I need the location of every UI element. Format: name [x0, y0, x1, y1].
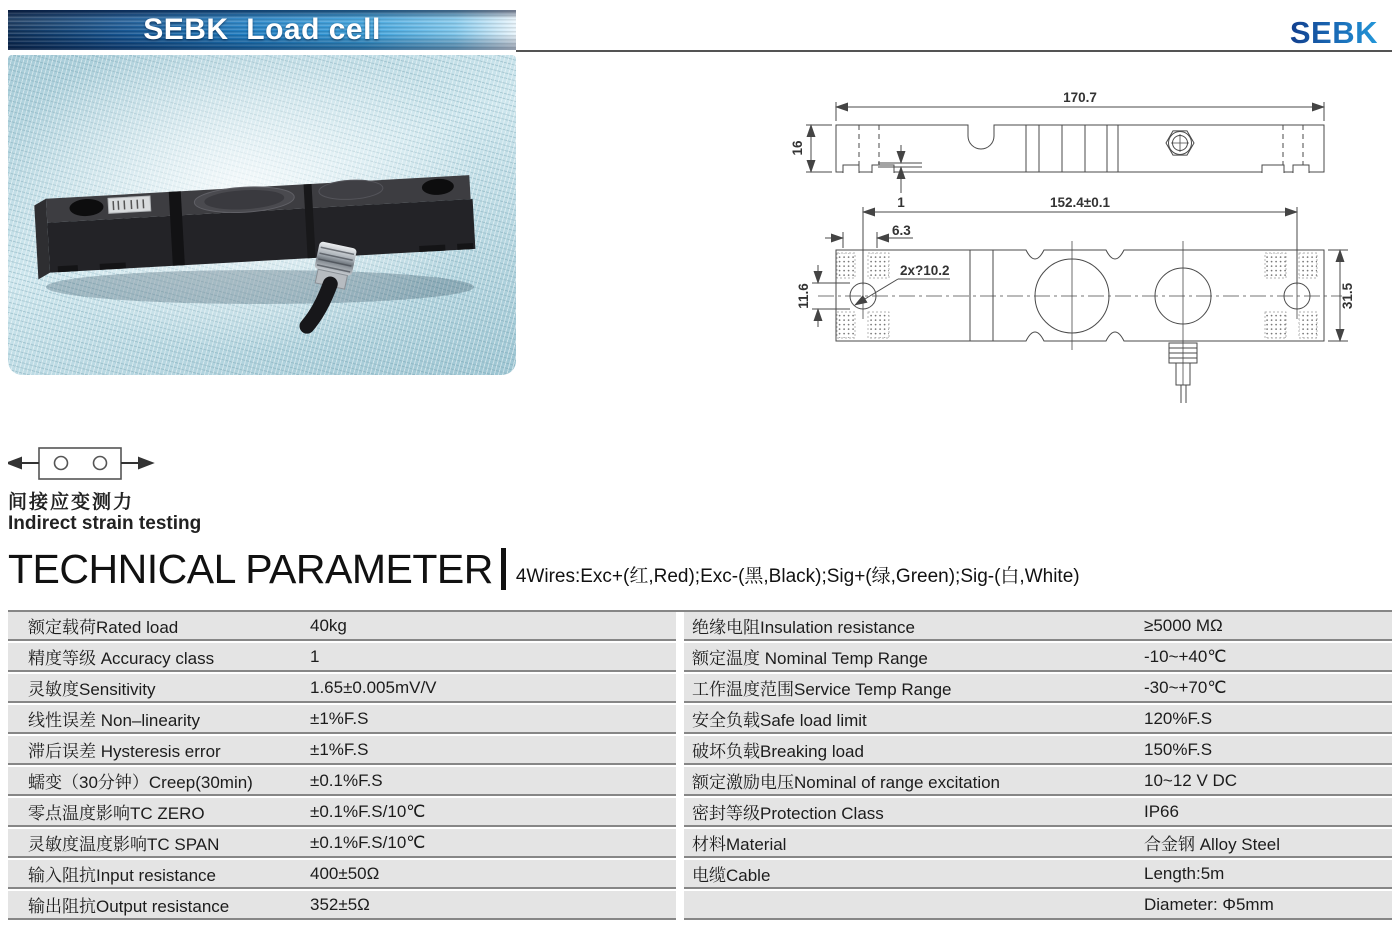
- table-row-right-half: [684, 736, 1392, 765]
- dim-edge-offset: 6.3: [892, 223, 911, 238]
- load-cell-photo-illustration: [8, 55, 516, 375]
- param-label: 密封等级Protection Class: [692, 804, 884, 823]
- table-row-left-half: [8, 674, 676, 703]
- param-label: 材料Material: [692, 835, 787, 854]
- table-row: [8, 829, 1392, 858]
- param-value: ≥5000 MΩ: [1144, 615, 1223, 635]
- table-row-left-half: [8, 705, 676, 734]
- param-value: ±0.1%F.S: [310, 770, 383, 790]
- table-row: [8, 798, 1392, 827]
- dim-overall-length: 170.7: [1063, 90, 1097, 105]
- param-value: Length:5m: [1144, 863, 1225, 883]
- param-label: 工作温度范围Service Temp Range: [692, 680, 952, 699]
- param-value: -10~+40℃: [1144, 646, 1227, 666]
- table-column-gap: [676, 829, 684, 858]
- photo-shadow: [46, 270, 474, 304]
- section-title: TECHNICAL PARAMETER: [8, 546, 493, 592]
- table-row-right-half: [684, 891, 1392, 920]
- table-row-right-half: [684, 860, 1392, 889]
- strain-beam-icon: [8, 440, 168, 486]
- table-column-gap: [676, 643, 684, 672]
- table-row-left-half: [8, 736, 676, 765]
- param-value: 150%F.S: [1144, 739, 1213, 759]
- param-label: 线性误差 Non–linearity: [28, 711, 200, 730]
- header-divider: [516, 50, 1392, 52]
- param-value: ±1%F.S: [310, 708, 369, 728]
- table-row-left-half: [8, 860, 676, 889]
- table-row: [8, 705, 1392, 734]
- heading-divider-bar: [501, 548, 506, 590]
- table-row-right-half: [684, 705, 1392, 734]
- param-value: IP66: [1144, 801, 1179, 821]
- dim-notch-depth: 1: [897, 195, 905, 210]
- param-label: 绝缘电阻Insulation resistance: [692, 618, 915, 637]
- table-row: [8, 860, 1392, 889]
- table-row: [8, 767, 1392, 796]
- table-column-gap: [676, 891, 684, 920]
- product-photo: [8, 55, 516, 375]
- param-value: 10~12 V DC: [1144, 770, 1238, 790]
- param-label: 额定载荷Rated load: [28, 618, 179, 637]
- table-column-gap: [676, 767, 684, 796]
- brand-logo: SEBK: [1289, 15, 1378, 50]
- table-row-left-half: [8, 612, 676, 641]
- table-row: [8, 612, 1392, 641]
- param-value: 120%F.S: [1144, 708, 1213, 728]
- table-row-right-half: [684, 798, 1392, 827]
- param-value: 1: [310, 646, 320, 666]
- top-view: [812, 232, 1348, 403]
- dimension-drawings: [780, 85, 1400, 405]
- param-label: 输入阻抗Input resistance: [28, 866, 217, 885]
- param-label: 电缆Cable: [692, 866, 771, 885]
- parameters-table: [8, 610, 1392, 922]
- wires-note: 4Wires:Exc+(红,Red);Exc-(黑,Black);Sig+(绿,Green);Sig-(白,White): [515, 566, 1080, 587]
- feature-title-zh: 间接应变测力: [8, 492, 135, 513]
- gland-hex-side: [1166, 131, 1194, 155]
- table-column-gap: [676, 705, 684, 734]
- param-label: 精度等级 Accuracy class: [28, 649, 215, 668]
- param-value: 40kg: [310, 615, 347, 635]
- table-row-right-half: [684, 829, 1392, 858]
- table-row-right-half: [684, 612, 1392, 641]
- param-label: 破坏负载Breaking load: [692, 742, 864, 761]
- param-label: 输出阻抗Output resistance: [28, 897, 230, 916]
- param-value: Diameter: Φ5mm: [1144, 894, 1274, 914]
- param-label: 安全负载Safe load limit: [692, 711, 867, 730]
- param-value: 400±50Ω: [310, 863, 380, 883]
- table-row: [8, 674, 1392, 703]
- section-header: [8, 548, 1080, 590]
- table-row-right-half: [684, 643, 1392, 672]
- table-row-left-half: [8, 767, 676, 796]
- table-row-left-half: [8, 643, 676, 672]
- param-label: 滞后误差 Hysteresis error: [28, 742, 221, 761]
- param-label: 灵敏度Sensitivity: [28, 680, 156, 699]
- param-value: 合金钢 Alloy Steel: [1144, 835, 1281, 854]
- table-row-right-half: [684, 767, 1392, 796]
- load-cell-body: [34, 174, 476, 280]
- feature-title-en: Indirect strain testing: [8, 513, 202, 534]
- param-value: ±1%F.S: [310, 739, 369, 759]
- banner-title: SEBK Load cell: [143, 13, 381, 46]
- dim-mount-holes: 2x?10.2: [900, 263, 950, 278]
- param-value: ±0.1%F.S/10℃: [310, 801, 426, 821]
- dim-mount-spacing: 152.4±0.1: [1050, 195, 1110, 210]
- table-row-left-half: [8, 829, 676, 858]
- table-row-left-half: [8, 891, 676, 920]
- table-column-gap: [676, 860, 684, 889]
- table-row: [8, 891, 1392, 920]
- dim-height: 16: [790, 140, 805, 156]
- label-sticker: [108, 196, 151, 213]
- table-row: [8, 643, 1392, 672]
- param-label: 蠕变（30分钟）Creep(30min): [28, 773, 253, 792]
- dim-width: 31.5: [1340, 282, 1355, 310]
- param-value: 352±5Ω: [310, 894, 370, 914]
- param-label: 额定温度 Nominal Temp Range: [692, 649, 928, 668]
- param-value: -30~+70℃: [1144, 677, 1227, 697]
- param-label: 灵敏度温度影响TC SPAN: [28, 835, 220, 854]
- table-row-right-half: [684, 674, 1392, 703]
- table-column-gap: [676, 612, 684, 641]
- param-label: 零点温度影响TC ZERO: [28, 804, 205, 823]
- param-label: 额定激励电压Nominal of range excitation: [692, 773, 1001, 792]
- table-column-gap: [676, 736, 684, 765]
- table-column-gap: [676, 674, 684, 703]
- table-row: [8, 736, 1392, 765]
- param-value: 1.65±0.005mV/V: [310, 677, 437, 697]
- product-banner: [8, 10, 516, 50]
- param-value: ±0.1%F.S/10℃: [310, 832, 426, 852]
- table-column-gap: [676, 798, 684, 827]
- table-row-left-half: [8, 798, 676, 827]
- dim-hole-offset: 11.6: [796, 283, 811, 309]
